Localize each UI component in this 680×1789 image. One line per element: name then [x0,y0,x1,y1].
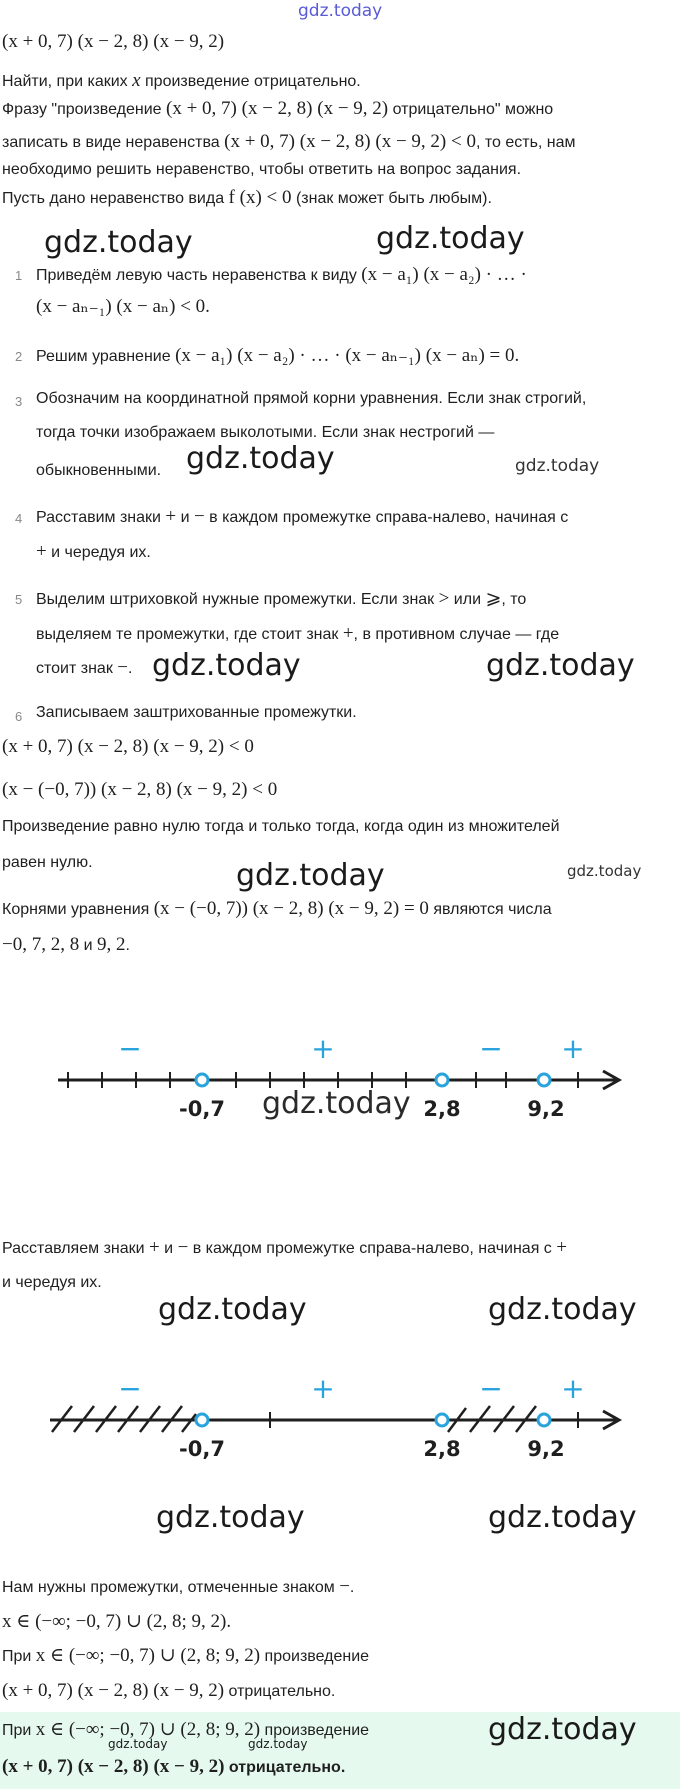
step-4-line-1 [36,506,568,528]
math-expression: (x + 0, 7) (x − 2, 8) (x − 9, 2) < 0 [224,131,476,152]
answer-set: x ∈ (−∞; −0, 7) ∪ (2, 8; 9, 2). [2,1611,232,1632]
sign-label: + [311,1372,335,1405]
math-expression: (x + 0, 7) (x − 2, 8) (x − 9, 2) [2,1756,225,1777]
step-3-line-1: Обозначим на координатной прямой корни уравнения. Если знак строгий, [36,390,587,407]
intro-line-3 [2,131,576,153]
answer-text: произведение [260,1648,370,1665]
math-expression: (x − a₁) (x − a₂) · … · [361,264,527,285]
greater-sign: > [438,588,450,609]
answer-text: произведение [260,1722,370,1739]
watermark: gdz.today [248,1737,308,1751]
roots-text: . [125,937,130,954]
site-title[interactable]: gdz.today [298,1,383,21]
step-text: и [176,509,194,526]
point-label: 9,2 [527,1437,565,1460]
math-expression: (x + 0, 7) (x − 2, 8) (x − 9, 2) [2,1680,225,1701]
watermark: gdz.today [488,1712,637,1747]
point-marker [436,1414,448,1426]
greater-equal-sign: ⩾ [485,588,502,609]
intro-text: , то есть, нам [475,134,576,151]
sign-label: − [118,1032,142,1065]
intro-line-5 [2,187,492,209]
roots-line-2 [2,934,130,956]
step-text: выделяем те промежутки, где стоит знак [36,626,343,643]
final-prod-line [2,1756,345,1778]
point-marker [538,1074,550,1086]
intro-line-4: необходимо решить неравенство, чтобы ответить на вопрос задания. [2,161,522,178]
roots-text: Корнями уравнения [2,901,154,918]
sign-label: − [479,1372,503,1405]
minus-sign: − [193,506,205,527]
answer-text: При [2,1722,36,1739]
zero-line-2: равен нулю. [2,854,93,871]
math-expression: x ∈ (−∞; −0, 7) ∪ (2, 8; 9, 2) [35,1719,261,1740]
step-number: 3 [15,394,23,409]
zero-line-1: Произведение равно нулю тогда и только тогда, когда один из множителей [2,818,560,835]
sign-label: + [561,1372,585,1405]
inequality-1: (x + 0, 7) (x − 2, 8) (x − 9, 2) < 0 [2,736,254,757]
step-text: , в противном случае — где [353,626,560,643]
sign-label: + [311,1032,335,1065]
intro-text: произведение отрицательно. [140,73,361,90]
intro-text: Фразу "произведение [2,101,167,118]
step-number: 5 [15,592,23,607]
point-label: 2,8 [423,1097,461,1120]
root-values: −0, 7, 2, 8 [2,934,80,955]
answer-text: отрицательно. [224,1683,336,1700]
signs-line-2: и чередуя их. [2,1274,102,1291]
step-2-line-1 [36,344,519,367]
step-3-line-3: обыкновенными. [36,462,162,479]
minus-sign: − [117,657,128,678]
hatched-number-line-diagram [0,1370,680,1460]
plus-sign: + [149,1237,160,1258]
minus-sign: − [339,1576,350,1597]
math-expression: (x + 0, 7) (x − 2, 8) (x − 9, 2) [166,98,389,119]
watermark: gdz.today [486,648,635,683]
sign-label: + [561,1032,585,1065]
watermark: gdz.today [152,648,301,683]
point-label: -0,7 [179,1097,225,1120]
signs-text: в каждом промежутке справа-налево, начиная с [188,1240,557,1257]
watermark: gdz.today [488,1500,637,1535]
point-marker [196,1074,208,1086]
point-marker [538,1414,550,1426]
answer-text: отрицательно. [224,1759,346,1776]
math-expression: x ∈ (−∞; −0, 7) ∪ (2, 8; 9, 2) [35,1645,261,1666]
step-5-line-2 [36,623,559,645]
minus-sign: − [177,1237,189,1258]
point-marker [436,1074,448,1086]
plus-sign: + [165,506,177,527]
math-var: x [132,70,141,91]
watermark: gdz.today [488,1292,637,1327]
step-4-line-2 [36,541,151,563]
step-5-line-1 [36,587,526,610]
step-text: Решим уравнение [36,348,176,365]
step-number: 4 [15,511,23,526]
point-marker [196,1414,208,1426]
math-expression: (x − (−0, 7)) (x − 2, 8) (x − 9, 2) = 0 [153,898,429,919]
step-6-line-1: Записываем заштрихованные промежутки. [36,704,357,721]
intro-text: (знак может быть любым). [291,190,492,207]
watermark: gdz.today [262,1086,411,1121]
intro-text: записать в виде неравенства [2,134,225,151]
watermark: gdz.today [158,1292,307,1327]
math-expression: f (x) < 0 [228,187,292,208]
step-text: Выделим штриховкой нужные промежутки. Если знак [36,591,439,608]
root-value-last: 9, 2 [97,934,126,955]
intro-text: Найти, при каких [2,73,133,90]
sign-label: − [479,1032,503,1065]
roots-text: являются числа [428,901,552,918]
watermark: gdz.today [186,441,335,476]
answer-text: Нам нужны промежутки, отмеченные знаком [2,1579,340,1596]
step-number: 6 [15,709,23,724]
inequality-2: (x − (−0, 7)) (x − 2, 8) (x − 9, 2) < 0 [2,779,278,800]
intro-line-1 [2,70,361,92]
step-text: и чередуя их. [46,544,151,561]
plus-sign: + [556,1237,567,1258]
point-label: 9,2 [527,1097,565,1120]
intro-line-2 [2,98,553,120]
math-expression: (x − a₁) (x − a₂) · … · (x − aₙ₋₁) (x − aₙ) = 0. [175,345,520,366]
step-text: в каждом промежутке справа-налево, начиная с [204,509,569,526]
step-text: или [449,591,486,608]
answer-need-line [2,1576,354,1598]
signs-line-1 [2,1237,567,1259]
answer-text: . [349,1579,355,1596]
answer-at-line [2,1644,369,1667]
task-expression: (x + 0, 7) (x − 2, 8) (x − 9, 2) [2,31,225,52]
signs-text: и [159,1240,178,1257]
step-number: 2 [15,349,23,364]
sign-label: − [118,1372,142,1405]
step-3-line-2: тогда точки изображаем выколотыми. Если знак нестрогий — [36,424,495,441]
answer-text: При [2,1648,36,1665]
step-text: Расставим знаки [36,509,166,526]
watermark: gdz.today [108,1737,168,1751]
intro-text: Пусть дано неравенство вида [2,190,229,207]
step-1-line-1 [36,264,527,286]
watermark: gdz.today [156,1500,305,1535]
plus-sign: + [342,623,354,644]
step-text: , то [501,591,527,608]
step-5-line-3 [36,657,132,679]
point-label: -0,7 [179,1437,225,1460]
step-number: 1 [15,268,23,283]
watermark: gdz.today [236,858,385,893]
roots-line-1 [2,898,552,920]
answer-prod-line [2,1680,335,1702]
step-text: Приведём левую часть неравенства к виду [36,267,362,284]
watermark: gdz.today [515,456,600,476]
step-text: стоит знак [36,660,118,677]
plus-sign: + [36,541,47,562]
final-at-line [2,1718,369,1741]
signs-text: Расставляем знаки [2,1240,150,1257]
watermark: gdz.today [567,862,642,880]
point-label: 2,8 [423,1437,461,1460]
step-1-line-2: (x − aₙ₋₁) (x − aₙ) < 0. [36,296,210,317]
watermark: gdz.today [44,225,193,260]
step-text: . [128,660,133,677]
roots-text: и [79,937,98,954]
watermark: gdz.today [376,221,525,256]
intro-text: отрицательно" можно [388,101,554,118]
